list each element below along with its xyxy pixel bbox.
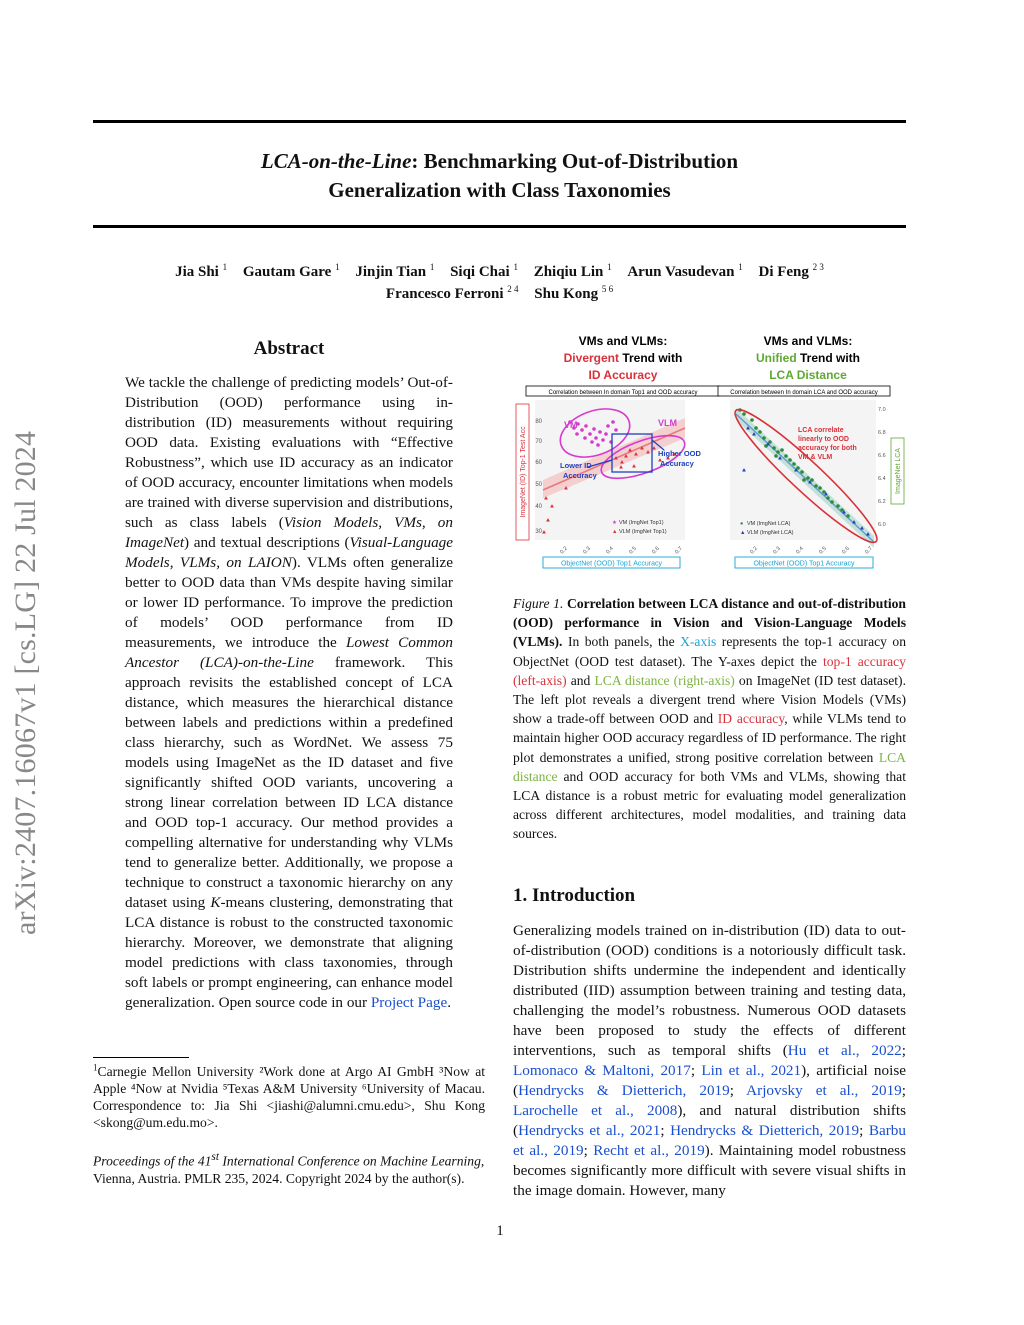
left-ytick: 40 bbox=[535, 504, 542, 510]
right-ytick: 6.4 bbox=[878, 476, 886, 482]
left-ytick: 50 bbox=[535, 482, 542, 488]
author-3: Jinjin Tian $^1$ bbox=[355, 262, 435, 280]
vm-point bbox=[754, 426, 758, 430]
project-page-link[interactable]: Project Page bbox=[370, 994, 448, 1011]
vm-point bbox=[784, 454, 788, 458]
right-panel bbox=[718, 334, 904, 568]
footnotes: $^1$Carnegie Mellon University ²Work done at Argo AI GmbH ³Now at Apple ⁴Now at Nvidia ⁵Texas A&M University ⁶University of Macau. Correspondence to: Jia Shi <jiashi@alumni.cmu.edu>, Shu Kong <skong@um.edu.mo>. bbox=[93, 1062, 485, 1130]
vm-point bbox=[604, 432, 608, 436]
left-title-divergent: Divergent bbox=[563, 351, 620, 365]
right-xtick: 0.4 bbox=[795, 545, 805, 556]
vm-point bbox=[846, 514, 850, 518]
footnote-rule bbox=[93, 1057, 189, 1058]
left-panel bbox=[516, 334, 720, 568]
right-ytick: 6.6 bbox=[878, 453, 886, 459]
right-note-3: accuracy for both bbox=[798, 445, 857, 452]
author-list bbox=[93, 261, 906, 305]
title-italic: LCA-on-the-Line bbox=[260, 149, 412, 173]
vm-point bbox=[596, 443, 600, 447]
author-9: Shu Kong $^{5 6}$ bbox=[534, 284, 614, 302]
author-1: Jia Shi $^1$ bbox=[175, 262, 228, 280]
citation-link[interactable]: Hendrycks & Dietterich, 2019 bbox=[670, 1122, 860, 1139]
vm-point bbox=[776, 450, 780, 454]
vm-point bbox=[758, 430, 762, 434]
vm-point bbox=[818, 486, 822, 490]
right-ytick: 6.0 bbox=[878, 522, 886, 528]
abstract-heading: Abstract bbox=[253, 338, 325, 359]
citation-link[interactable]: Hendrycks & Dietterich, 2019 bbox=[518, 1082, 730, 1099]
left-legend-vm: VM (ImgNet Top1) bbox=[619, 520, 664, 526]
right-ylabel: ImageNet LCA bbox=[895, 448, 902, 494]
title-line2: Generalization with Class Taxonomies bbox=[328, 178, 671, 202]
citation-link[interactable]: Recht et al., 2019 bbox=[593, 1142, 705, 1159]
vm-point bbox=[822, 490, 826, 494]
vm-point bbox=[840, 508, 844, 512]
higher-ood-label-2: Accuracy bbox=[660, 459, 694, 468]
proceedings-note: Proceedings of the 41st International Conference on Machine Learning, Vienna, Austria. PMLR 235, 2024. Copyright 2024 by the author(s). bbox=[93, 1151, 485, 1186]
vm-point bbox=[768, 440, 772, 444]
citation-link[interactable]: Barbu et al., 2019 bbox=[513, 1122, 906, 1159]
arxiv-identifier: arXiv:2407.16067v1 [cs.LG] 22 Jul 2024 bbox=[9, 430, 42, 935]
vm-point bbox=[584, 424, 588, 428]
abstract-text: We tackle the challenge of predicting models’ Out-of-Distribution (OOD) performance using in-distribution (ID) measurements without requiring OOD data. Existing evaluations with “Effective Robustness”, which use ID accuracy as an indicator of OOD accuracy, encounter limitations when models are trained with diverse supervision and distributions, such as class labels (Vision Models, VMs, on ImageNet) and textual descriptions (Visual-Language Models, VLMs, on LAION). VLMs often generalize better to OOD data than VMs despite having similar or lower ID performance. To improve the prediction of models’ OOD performance from ID measurements, we introduce the Lowest Common Ancestor (LCA)-on-the-Line framework. This approach revisits the established concept of LCA distance, which measures the hierarchical distance between labels and predictions within a predefined class hierarchy, such as WordNet. We assess 75 models using ImageNet as the ID dataset and five significantly shifted OOD variants, uncovering a strong linear correlation between ID LCA distance and OOD top-1 accuracy. Our method provides a compelling alternative for understanding why VLMs tend to generalize better. Additionally, we propose a technique to construct a taxonomic hierarchy on any dataset using K-means clustering, demonstrating that LCA distance is robust to the constructed taxonomic hierarchy. Moreover, we demonstrate that aligning model predictions with class taxonomies, through soft labels or prompt engineering, can enhance model generalization. Open source code in our Project Page. bbox=[125, 374, 454, 1011]
vm-point bbox=[788, 458, 792, 462]
right-yticks bbox=[878, 407, 886, 528]
left-xtick: 0.6 bbox=[651, 545, 661, 556]
left-ytick: 80 bbox=[535, 419, 542, 425]
left-ytick: 60 bbox=[535, 460, 542, 466]
left-title-trend: Trend with bbox=[619, 351, 683, 365]
vm-point bbox=[830, 500, 834, 504]
right-title-trend: Trend with bbox=[796, 351, 861, 365]
right-xtick: 0.7 bbox=[864, 545, 874, 556]
vm-point bbox=[575, 432, 579, 436]
author-7: Di Feng $^{2 3}$ bbox=[758, 262, 824, 280]
citation-link[interactable]: Hendrycks et al., 2021 bbox=[518, 1122, 661, 1139]
right-xtick: 0.6 bbox=[841, 545, 851, 556]
vm-point bbox=[742, 412, 746, 416]
vm-label: VM bbox=[564, 420, 578, 430]
right-legend-vm: VM (ImgNet LCA) bbox=[747, 521, 791, 527]
author-6: Arun Vasudevan $^1$ bbox=[627, 262, 743, 280]
vm-point bbox=[800, 470, 804, 474]
svg-text:Divergent Trend with bbox=[564, 351, 683, 365]
author-5: Zhiqiu Lin $^1$ bbox=[533, 262, 612, 280]
left-xtick: 0.4 bbox=[605, 545, 615, 556]
left-ylabel: ImageNet (ID) Top-1 Test Acc bbox=[520, 426, 527, 518]
left-subtitle: Correlation between In domain Top1 and OOD accuracy bbox=[548, 390, 698, 396]
vm-point bbox=[802, 478, 806, 482]
vm-point bbox=[611, 420, 615, 424]
citation-link[interactable]: Hu et al., 2022 bbox=[787, 1042, 902, 1059]
vm-point bbox=[774, 454, 778, 458]
right-xticks bbox=[749, 546, 874, 556]
right-legend-vlm-marker: ▲ bbox=[740, 530, 746, 536]
title-rule-top bbox=[93, 120, 906, 123]
vm-point bbox=[590, 440, 594, 444]
left-xtick: 0.5 bbox=[628, 545, 638, 556]
vm-point bbox=[792, 462, 796, 466]
author-2: Gautam Gare $^1$ bbox=[242, 262, 340, 280]
vm-point bbox=[580, 428, 584, 432]
right-ytick: 6.8 bbox=[878, 430, 886, 436]
right-title-3: LCA Distance bbox=[769, 368, 847, 382]
vm-point bbox=[588, 432, 592, 436]
right-xtick: 0.3 bbox=[772, 545, 782, 556]
lower-id-label-1: Lower ID bbox=[560, 461, 592, 470]
left-legend-vlm-marker: ▲ bbox=[612, 529, 618, 535]
figure-1-caption: Figure 1. Correlation between LCA distance and out-of-distribution (OOD) performance in Vision and Vision-Language Models (VLMs). In both panels, the X-axis represents the top-1 accuracy on ObjectNet (OOD test dataset). The Y-axes depict the top-1 accuracy (left-axis) and LCA distance (right-axis) on ImageNet (ID test dataset). The left plot reveals a divergent trend where Vision Models (VMs) show a trade-off between OOD and ID accuracy, while VLMs tend to maintain higher OOD accuracy regardless of ID performance. The right plot demonstrates a unified, strong positive correlation between LCA distance and OOD accuracy for both VMs and VLMs, showing that LCA distance is a robust metric for evaluating model generalization across different architectures, model modalities, and training data sources. bbox=[513, 596, 906, 842]
right-xtick: 0.5 bbox=[818, 545, 828, 556]
right-legend-vm-marker: ● bbox=[740, 521, 744, 527]
title-line1: : Benchmarking Out-of-Distribution bbox=[411, 149, 739, 173]
vlm-label: VLM bbox=[658, 418, 677, 428]
introduction-text: Generalizing models trained on in-distribution (ID) data to out-of-distribution (OOD) conditions is a notoriously difficult task. Distribution shifts undermine the independent and identically distributed (IID) assumption between training and testing data, challenging the model’s robustness. Numerous OOD datasets have been proposed to study the effects of different interventions, such as temporal shifts (Hu et al., 2022; Lomonaco & Maltoni, 2017; Lin et al., 2021), artificial noise (Hendrycks & Dietterich, 2019; Arjovsky et al., 2019; Larochelle et al., 2008), and natural distribution shifts (Hendrycks et al., 2021; Hendrycks & Dietterich, 2019; Barbu et al., 2019; Recht et al., 2019). Maintaining model robustness becomes significantly more difficult with severe visual shifts in the image domain. However, many bbox=[513, 922, 906, 1199]
right-legend-vlm: VLM (ImgNet LCA) bbox=[747, 530, 794, 536]
introduction-heading: 1. Introduction bbox=[513, 885, 636, 906]
left-title-1: VMs and VLMs: bbox=[578, 334, 668, 348]
left-legend-vlm: VLM (ImgNet Top1) bbox=[619, 529, 667, 535]
left-xtick: 0.3 bbox=[582, 545, 592, 556]
svg-text:Unified Trend with bbox=[756, 351, 860, 365]
title-rule-bottom bbox=[93, 225, 906, 228]
left-title-3: ID Accuracy bbox=[588, 368, 658, 382]
paper-title bbox=[93, 147, 906, 205]
right-ytick: 6.2 bbox=[878, 499, 886, 505]
right-xtick: 0.2 bbox=[749, 545, 759, 556]
vm-point bbox=[836, 504, 840, 508]
figure-1 bbox=[508, 330, 908, 575]
citation-link[interactable]: Arjovsky et al., 2019 bbox=[746, 1082, 902, 1099]
vm-point bbox=[750, 418, 754, 422]
vm-point bbox=[583, 436, 587, 440]
right-title-1: VMs and VLMs: bbox=[763, 334, 853, 348]
left-ytick: 30 bbox=[535, 529, 542, 535]
vm-point bbox=[614, 428, 618, 432]
vm-point bbox=[772, 446, 776, 450]
left-xticks bbox=[559, 546, 684, 556]
author-8: Francesco Ferroni $^{2 4}$ bbox=[385, 284, 519, 302]
right-note-1: LCA correlate bbox=[798, 427, 844, 434]
vm-point bbox=[780, 448, 784, 452]
citation-link[interactable]: Larochelle et al., 2008 bbox=[513, 1102, 678, 1119]
left-ytick: 70 bbox=[535, 439, 542, 445]
vm-point bbox=[796, 466, 800, 470]
higher-ood-label-1: Higher OOD bbox=[658, 449, 701, 458]
lower-id-label-2: Accuracy bbox=[563, 471, 597, 480]
right-subtitle: Correlation between In domain LCA and OOD accuracy bbox=[730, 390, 878, 396]
right-xlabel: ObjectNet (OOD) Top1 Accuracy bbox=[753, 560, 855, 568]
vm-point bbox=[592, 427, 596, 431]
vm-point bbox=[810, 478, 814, 482]
left-xlabel: ObjectNet (OOD) Top1 Accuracy bbox=[560, 560, 663, 568]
vm-point bbox=[762, 436, 766, 440]
vm-point bbox=[806, 476, 810, 480]
vm-point bbox=[594, 436, 598, 440]
left-legend-vm-marker: ★ bbox=[612, 520, 617, 526]
vm-point bbox=[814, 484, 818, 488]
right-ytick: 7.0 bbox=[878, 407, 886, 413]
left-xtick: 0.7 bbox=[674, 545, 684, 556]
right-title-unified: Unified bbox=[755, 351, 797, 365]
author-4: Siqi Chai $^1$ bbox=[450, 262, 518, 280]
citation-link[interactable]: Lomonaco & Maltoni, 2017 bbox=[513, 1062, 691, 1079]
vm-point bbox=[601, 438, 605, 442]
vm-point bbox=[606, 424, 610, 428]
citation-link[interactable]: Lin et al., 2021 bbox=[701, 1062, 802, 1079]
vm-point bbox=[598, 430, 602, 434]
left-xtick: 0.2 bbox=[559, 545, 569, 556]
right-note-4: VM & VLM bbox=[798, 454, 833, 461]
page-number: 1 bbox=[496, 1223, 504, 1239]
vm-point bbox=[826, 496, 830, 500]
right-note-2: linearly to OOD bbox=[798, 436, 849, 443]
